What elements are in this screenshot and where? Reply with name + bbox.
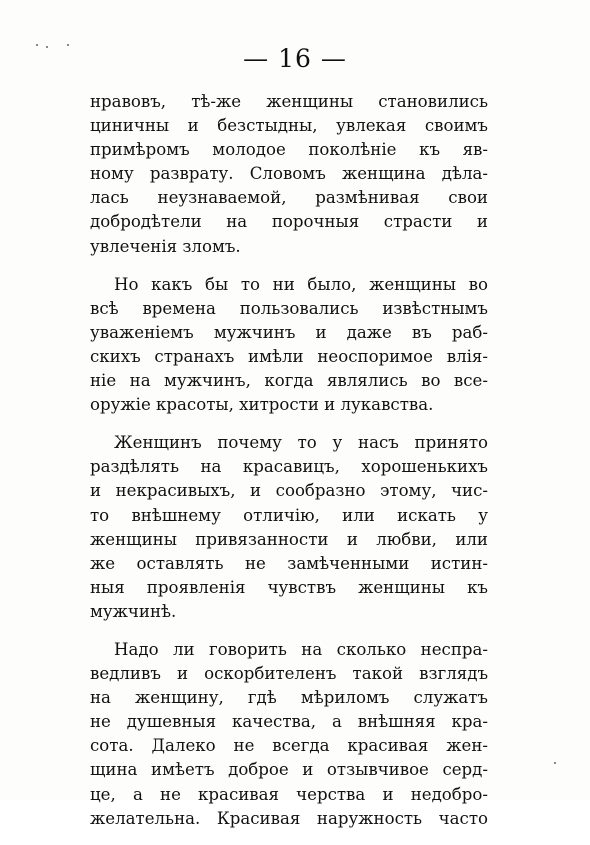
text-line: Женщинъ почему то у насъ принято: [114, 433, 488, 453]
text-line: добродѣтели на порочныя страсти и: [90, 212, 488, 232]
text-line: и некрасивыхъ, и сообразно этому, чис-: [90, 481, 488, 501]
text-line: то внѣшнему отличію, или искать у: [90, 505, 488, 525]
text-line: раздѣлять на красавицъ, хорошенькихъ: [90, 457, 488, 477]
body-text: [90, 90, 488, 845]
paragraph-3: [90, 431, 488, 624]
paragraph-2: [90, 273, 488, 418]
text-line: желательна. Красивая наружность часто: [90, 808, 488, 828]
text-line: женщины привязанности и любви, или: [90, 529, 488, 549]
text-line: не душевныя качества, а внѣшняя кра-: [90, 712, 488, 732]
text-line: це, а не красивая черства и недобро-: [90, 784, 488, 804]
text-line: уваженіемъ мужчинъ и даже въ раб-: [90, 322, 488, 342]
text-line: Надо ли говорить на сколько неспра-: [114, 639, 488, 659]
text-line: примѣромъ молодое поколѣніе къ яв-: [90, 140, 488, 160]
page-number: — 16 —: [243, 44, 347, 73]
text-line: скихъ странахъ имѣли неоспоримое влія-: [90, 346, 488, 366]
text-line: сота. Далеко не всегда красивая жен-: [90, 736, 488, 756]
paragraph-4: [90, 638, 488, 831]
print-speck: [554, 762, 556, 764]
text-line: мужчинѣ.: [90, 601, 177, 621]
text-line: ведливъ и оскорбителенъ такой взглядъ: [90, 664, 488, 684]
text-line: увлеченія зломъ.: [90, 236, 241, 256]
text-line: щина имѣетъ доброе и отзывчивое серд-: [90, 760, 488, 780]
text-line: же оставлять не замѣченными истин-: [90, 553, 488, 573]
text-line: лась неузнаваемой, размѣнивая свои: [90, 188, 488, 208]
paragraph-1: [90, 90, 488, 259]
text-line: циничны и безстыдны, увлекая своимъ: [90, 116, 488, 136]
text-line: ныя проявленія чувствъ женщины къ: [90, 577, 488, 597]
text-line: оружіе красоты, хитрости и лукавства.: [90, 395, 434, 415]
text-line: Но какъ бы то ни было, женщины во: [114, 274, 488, 294]
text-line: ніе на мужчинъ, когда являлись во все-: [90, 371, 488, 391]
text-line: всѣ времена пользовались извѣстнымъ: [90, 298, 488, 318]
text-line: на женщину, гдѣ мѣриломъ служатъ: [90, 688, 488, 708]
text-line: нравовъ, тѣ-же женщины становились: [90, 92, 488, 111]
text-line: ному разврату. Словомъ женщина дѣла-: [90, 164, 488, 184]
